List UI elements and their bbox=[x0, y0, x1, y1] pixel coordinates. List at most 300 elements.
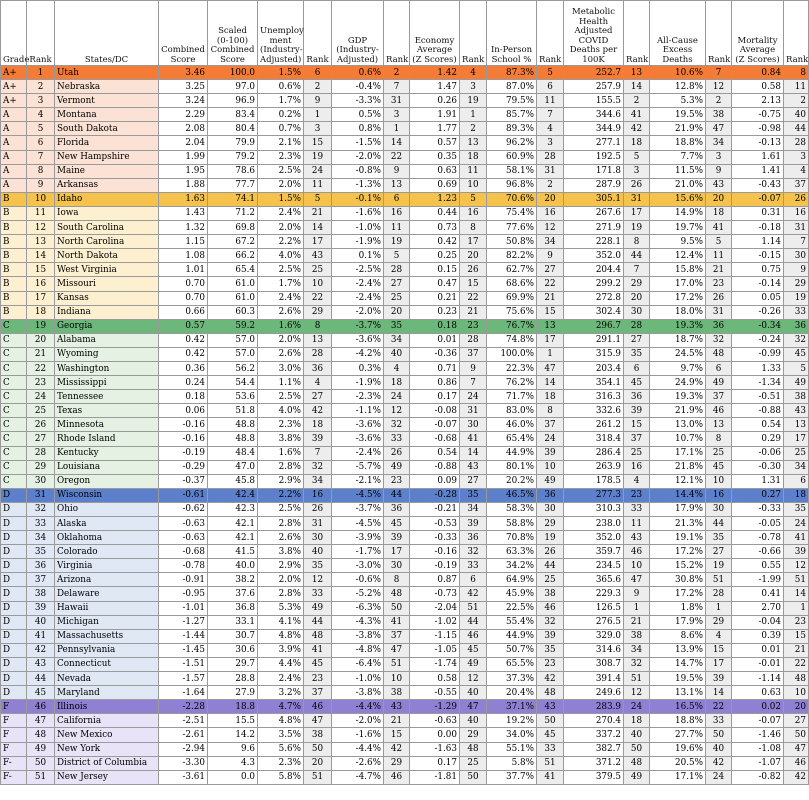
economy-rank-cell: 17 bbox=[460, 235, 487, 249]
excess-rank-cell: 8 bbox=[706, 432, 732, 446]
covid-rank-cell: 34 bbox=[624, 643, 650, 657]
gdp-rank-cell: 49 bbox=[384, 460, 410, 474]
gdp-rank-cell: 6 bbox=[384, 192, 410, 206]
rank-cell: 47 bbox=[27, 714, 55, 728]
school-rank-cell: 15 bbox=[537, 305, 564, 319]
unemployment-cell: 5.8% bbox=[258, 770, 304, 784]
excess-deaths-cell: 9.5% bbox=[650, 235, 706, 249]
mortality-rank-cell: 38 bbox=[784, 390, 809, 404]
column-header-line: Adjusted) bbox=[336, 54, 379, 65]
gdp-cell: -3.6% bbox=[332, 432, 384, 446]
table-row bbox=[1, 418, 809, 432]
rank-cell: 24 bbox=[27, 390, 55, 404]
unemployment-rank-cell: 47 bbox=[304, 714, 332, 728]
table-row bbox=[1, 657, 809, 671]
school-rank-cell: 1 bbox=[537, 347, 564, 361]
combined-score-cell: -0.78 bbox=[159, 559, 208, 573]
mortality-average-cell: -0.51 bbox=[732, 390, 784, 404]
mortality-rank-cell: 5 bbox=[784, 361, 809, 375]
table-row bbox=[1, 559, 809, 573]
excess-rank-cell: 41 bbox=[706, 221, 732, 235]
gdp-cell: 0.8% bbox=[332, 122, 384, 136]
grade-cell: D bbox=[1, 545, 27, 559]
gdp-cell: -6.3% bbox=[332, 601, 384, 615]
combined-score-cell: 0.66 bbox=[159, 305, 208, 319]
combined-score-cell: -1.01 bbox=[159, 601, 208, 615]
combined-score-cell: 0.42 bbox=[159, 347, 208, 361]
excess-rank-cell: 1 bbox=[706, 601, 732, 615]
column-header-line: Rank bbox=[29, 54, 52, 65]
mortality-rank-cell: 28 bbox=[784, 136, 809, 150]
grade-cell: C bbox=[1, 319, 27, 333]
excess-rank-cell: 16 bbox=[706, 488, 732, 502]
state-cell: Indiana bbox=[55, 305, 159, 319]
unemployment-rank-cell: 25 bbox=[304, 263, 332, 277]
in-person-school-cell: 50.8% bbox=[487, 235, 537, 249]
unemployment-cell: 2.3% bbox=[258, 418, 304, 432]
gdp-rank-cell: 48 bbox=[384, 587, 410, 601]
grade-cell: A+ bbox=[1, 66, 27, 80]
state-cell: Idaho bbox=[55, 192, 159, 206]
gdp-rank-cell: 42 bbox=[384, 742, 410, 756]
state-cell: Michigan bbox=[55, 615, 159, 629]
unemployment-rank-cell: 27 bbox=[304, 390, 332, 404]
column-header bbox=[487, 1, 537, 66]
table-row bbox=[1, 347, 809, 361]
mortality-rank-cell: 42 bbox=[784, 770, 809, 784]
state-cell: Alabama bbox=[55, 333, 159, 347]
table-header bbox=[1, 1, 809, 66]
table-body bbox=[1, 66, 809, 785]
mortality-average-cell: -0.33 bbox=[732, 502, 784, 516]
excess-deaths-cell: 15.2% bbox=[650, 559, 706, 573]
mortality-rank-cell: 50 bbox=[784, 728, 809, 742]
excess-deaths-cell: 19.6% bbox=[650, 742, 706, 756]
table-row bbox=[1, 263, 809, 277]
gdp-cell: 0.6% bbox=[332, 66, 384, 80]
mortality-average-cell: -0.24 bbox=[732, 333, 784, 347]
rank-cell: 29 bbox=[27, 460, 55, 474]
unemployment-cell: 2.6% bbox=[258, 531, 304, 545]
grade-cell: C bbox=[1, 432, 27, 446]
column-header bbox=[208, 1, 258, 66]
combined-score-cell: 1.99 bbox=[159, 150, 208, 164]
table-row bbox=[1, 686, 809, 700]
combined-score-cell: -0.95 bbox=[159, 587, 208, 601]
school-rank-cell: 25 bbox=[537, 573, 564, 587]
gdp-cell: -0.4% bbox=[332, 80, 384, 94]
unemployment-cell: 2.4% bbox=[258, 291, 304, 305]
combined-score-cell: 0.70 bbox=[159, 291, 208, 305]
school-rank-cell: 49 bbox=[537, 474, 564, 488]
covid-deaths-cell: 171.8 bbox=[564, 164, 624, 178]
excess-rank-cell: 35 bbox=[706, 531, 732, 545]
state-cell: Texas bbox=[55, 404, 159, 418]
gdp-rank-cell: 29 bbox=[384, 756, 410, 770]
unemployment-cell: 2.9% bbox=[258, 559, 304, 573]
economy-rank-cell: 19 bbox=[460, 94, 487, 108]
mortality-average-cell: -0.18 bbox=[732, 221, 784, 235]
excess-rank-cell: 32 bbox=[706, 333, 732, 347]
mortality-average-cell: -0.99 bbox=[732, 347, 784, 361]
gdp-rank-cell: 13 bbox=[384, 178, 410, 192]
rank-cell: 8 bbox=[27, 164, 55, 178]
mortality-rank-cell: 9 bbox=[784, 263, 809, 277]
gdp-cell: -3.3% bbox=[332, 94, 384, 108]
school-rank-cell: 33 bbox=[537, 742, 564, 756]
column-header bbox=[159, 1, 208, 66]
state-cell: Delaware bbox=[55, 587, 159, 601]
school-rank-cell: 16 bbox=[537, 206, 564, 220]
scaled-score-cell: 42.4 bbox=[208, 488, 258, 502]
mortality-rank-cell: 24 bbox=[784, 517, 809, 531]
mortality-rank-cell: 19 bbox=[784, 291, 809, 305]
covid-deaths-cell: 391.4 bbox=[564, 672, 624, 686]
covid-rank-cell: 41 bbox=[624, 108, 650, 122]
excess-deaths-cell: 21.9% bbox=[650, 404, 706, 418]
gdp-cell: -5.2% bbox=[332, 587, 384, 601]
excess-deaths-cell: 21.3% bbox=[650, 517, 706, 531]
state-cell: Washington bbox=[55, 361, 159, 375]
excess-deaths-cell: 13.9% bbox=[650, 643, 706, 657]
unemployment-cell: 2.0% bbox=[258, 333, 304, 347]
mortality-average-cell: -0.13 bbox=[732, 136, 784, 150]
school-rank-cell: 5 bbox=[537, 66, 564, 80]
economy-average-cell: -0.68 bbox=[410, 432, 460, 446]
economy-average-cell: 0.47 bbox=[410, 277, 460, 291]
column-header bbox=[332, 1, 384, 66]
table-row bbox=[1, 404, 809, 418]
school-rank-cell: 7 bbox=[537, 108, 564, 122]
mortality-rank-cell: 31 bbox=[784, 221, 809, 235]
economy-rank-cell: 26 bbox=[460, 263, 487, 277]
rank-cell: 48 bbox=[27, 728, 55, 742]
unemployment-cell: 4.0% bbox=[258, 404, 304, 418]
unemployment-rank-cell: 39 bbox=[304, 432, 332, 446]
economy-rank-cell: 48 bbox=[460, 742, 487, 756]
mortality-rank-cell: 34 bbox=[784, 460, 809, 474]
economy-rank-cell: 18 bbox=[460, 150, 487, 164]
in-person-school-cell: 83.0% bbox=[487, 404, 537, 418]
scaled-score-cell: 57.0 bbox=[208, 333, 258, 347]
school-rank-cell: 6 bbox=[537, 80, 564, 94]
gdp-rank-cell: 38 bbox=[384, 686, 410, 700]
covid-rank-cell: 23 bbox=[624, 488, 650, 502]
school-rank-cell: 2 bbox=[537, 178, 564, 192]
economy-average-cell: -0.88 bbox=[410, 460, 460, 474]
gdp-rank-cell: 12 bbox=[384, 404, 410, 418]
excess-rank-cell: 13 bbox=[706, 418, 732, 432]
table-row bbox=[1, 742, 809, 756]
rank-cell: 15 bbox=[27, 263, 55, 277]
excess-deaths-cell: 17.1% bbox=[650, 446, 706, 460]
excess-deaths-cell: 19.5% bbox=[650, 108, 706, 122]
combined-score-cell: -2.94 bbox=[159, 742, 208, 756]
in-person-school-cell: 20.4% bbox=[487, 686, 537, 700]
covid-rank-cell: 7 bbox=[624, 263, 650, 277]
covid-deaths-cell: 314.6 bbox=[564, 643, 624, 657]
combined-score-cell: 2.29 bbox=[159, 108, 208, 122]
excess-deaths-cell: 24.5% bbox=[650, 347, 706, 361]
scaled-score-cell: 65.4 bbox=[208, 263, 258, 277]
covid-deaths-cell: 234.5 bbox=[564, 559, 624, 573]
economy-rank-cell: 32 bbox=[460, 545, 487, 559]
covid-rank-cell: 3 bbox=[624, 164, 650, 178]
school-rank-cell: 28 bbox=[537, 150, 564, 164]
grade-cell: B bbox=[1, 305, 27, 319]
economy-average-cell: -1.02 bbox=[410, 615, 460, 629]
mortality-rank-cell: 3 bbox=[784, 150, 809, 164]
state-cell: Utah bbox=[55, 66, 159, 80]
rank-cell: 39 bbox=[27, 601, 55, 615]
unemployment-cell: 3.9% bbox=[258, 643, 304, 657]
economy-rank-cell: 28 bbox=[460, 333, 487, 347]
state-cell: South Carolina bbox=[55, 221, 159, 235]
in-person-school-cell: 70.8% bbox=[487, 531, 537, 545]
column-header-line: Rank bbox=[462, 54, 485, 65]
in-person-school-cell: 82.2% bbox=[487, 249, 537, 263]
unemployment-rank-cell: 33 bbox=[304, 587, 332, 601]
rank-cell: 44 bbox=[27, 672, 55, 686]
table-row bbox=[1, 291, 809, 305]
rank-cell: 51 bbox=[27, 770, 55, 784]
grade-cell: D bbox=[1, 488, 27, 502]
unemployment-rank-cell: 9 bbox=[304, 94, 332, 108]
school-rank-cell: 30 bbox=[537, 502, 564, 516]
mortality-rank-cell: 14 bbox=[784, 587, 809, 601]
unemployment-cell: 2.2% bbox=[258, 235, 304, 249]
mortality-average-cell: 0.29 bbox=[732, 432, 784, 446]
economy-average-cell: 1.23 bbox=[410, 192, 460, 206]
table-row bbox=[1, 192, 809, 206]
table-row bbox=[1, 94, 809, 108]
gdp-rank-cell: 10 bbox=[384, 672, 410, 686]
economy-average-cell: 0.58 bbox=[410, 672, 460, 686]
mortality-rank-cell: 32 bbox=[784, 333, 809, 347]
in-person-school-cell: 20.2% bbox=[487, 474, 537, 488]
column-header-line: Rank bbox=[708, 54, 731, 65]
economy-average-cell: 0.26 bbox=[410, 94, 460, 108]
in-person-school-cell: 58.8% bbox=[487, 517, 537, 531]
rank-cell: 23 bbox=[27, 376, 55, 390]
state-cell: Ohio bbox=[55, 502, 159, 516]
column-header-line: Grade bbox=[3, 54, 30, 65]
economy-average-cell: -1.63 bbox=[410, 742, 460, 756]
scaled-score-cell: 61.0 bbox=[208, 291, 258, 305]
covid-rank-cell: 14 bbox=[624, 80, 650, 94]
gdp-rank-cell: 27 bbox=[384, 277, 410, 291]
economy-rank-cell: 31 bbox=[460, 404, 487, 418]
gdp-cell: -0.1% bbox=[332, 192, 384, 206]
gdp-rank-cell: 44 bbox=[384, 488, 410, 502]
unemployment-cell: 2.6% bbox=[258, 347, 304, 361]
scaled-score-cell: 29.7 bbox=[208, 657, 258, 671]
excess-rank-cell: 51 bbox=[706, 573, 732, 587]
mortality-average-cell: 2.70 bbox=[732, 601, 784, 615]
gdp-cell: -1.7% bbox=[332, 545, 384, 559]
covid-deaths-cell: 379.5 bbox=[564, 770, 624, 784]
covid-deaths-cell: 178.5 bbox=[564, 474, 624, 488]
state-cell: Arizona bbox=[55, 573, 159, 587]
grade-cell: C bbox=[1, 347, 27, 361]
grade-cell: C bbox=[1, 404, 27, 418]
mortality-average-cell: 0.05 bbox=[732, 291, 784, 305]
unemployment-rank-cell: 6 bbox=[304, 66, 332, 80]
excess-rank-cell: 37 bbox=[706, 390, 732, 404]
covid-rank-cell: 29 bbox=[624, 277, 650, 291]
covid-deaths-cell: 305.1 bbox=[564, 192, 624, 206]
combined-score-cell: -0.29 bbox=[159, 460, 208, 474]
gdp-rank-cell: 24 bbox=[384, 390, 410, 404]
in-person-school-cell: 69.9% bbox=[487, 291, 537, 305]
scaled-score-cell: 66.2 bbox=[208, 249, 258, 263]
mortality-rank-cell: 15 bbox=[784, 629, 809, 643]
gdp-rank-cell: 25 bbox=[384, 291, 410, 305]
rank-cell: 9 bbox=[27, 178, 55, 192]
covid-deaths-cell: 249.6 bbox=[564, 686, 624, 700]
gdp-rank-cell: 20 bbox=[384, 305, 410, 319]
combined-score-cell: -0.16 bbox=[159, 418, 208, 432]
rank-cell: 40 bbox=[27, 615, 55, 629]
gdp-cell: -2.4% bbox=[332, 446, 384, 460]
covid-rank-cell: 15 bbox=[624, 418, 650, 432]
table-row bbox=[1, 150, 809, 164]
gdp-cell: -1.3% bbox=[332, 178, 384, 192]
gdp-cell: -2.6% bbox=[332, 756, 384, 770]
grade-cell: B bbox=[1, 277, 27, 291]
unemployment-cell: 3.8% bbox=[258, 432, 304, 446]
mortality-rank-cell: 18 bbox=[784, 488, 809, 502]
unemployment-rank-cell: 13 bbox=[304, 333, 332, 347]
in-person-school-cell: 87.0% bbox=[487, 80, 537, 94]
gdp-cell: -1.6% bbox=[332, 206, 384, 220]
economy-average-cell: 0.42 bbox=[410, 235, 460, 249]
rank-cell: 31 bbox=[27, 488, 55, 502]
mortality-rank-cell: 37 bbox=[784, 178, 809, 192]
unemployment-cell: 2.0% bbox=[258, 221, 304, 235]
rank-cell: 11 bbox=[27, 206, 55, 220]
mortality-average-cell: -0.30 bbox=[732, 460, 784, 474]
rank-cell: 4 bbox=[27, 108, 55, 122]
table-row bbox=[1, 545, 809, 559]
gdp-rank-cell: 15 bbox=[384, 728, 410, 742]
covid-deaths-cell: 371.2 bbox=[564, 756, 624, 770]
scaled-score-cell: 47.0 bbox=[208, 460, 258, 474]
economy-rank-cell: 29 bbox=[460, 728, 487, 742]
unemployment-rank-cell: 34 bbox=[304, 474, 332, 488]
excess-rank-cell: 22 bbox=[706, 700, 732, 714]
excess-rank-cell: 30 bbox=[706, 502, 732, 516]
economy-average-cell: -1.29 bbox=[410, 700, 460, 714]
column-header-line: 100K bbox=[582, 54, 605, 65]
excess-rank-cell: 40 bbox=[706, 742, 732, 756]
mortality-rank-cell: 12 bbox=[784, 559, 809, 573]
grade-cell: D bbox=[1, 517, 27, 531]
column-header-line: Rank bbox=[306, 54, 329, 65]
covid-deaths-cell: 192.5 bbox=[564, 150, 624, 164]
covid-rank-cell: 9 bbox=[624, 587, 650, 601]
excess-deaths-cell: 17.2% bbox=[650, 587, 706, 601]
column-header bbox=[706, 1, 732, 66]
mortality-average-cell: -0.26 bbox=[732, 305, 784, 319]
excess-rank-cell: 29 bbox=[706, 615, 732, 629]
excess-deaths-cell: 17.2% bbox=[650, 545, 706, 559]
excess-rank-cell: 5 bbox=[706, 235, 732, 249]
covid-rank-cell: 35 bbox=[624, 347, 650, 361]
covid-rank-cell: 4 bbox=[624, 474, 650, 488]
rank-cell: 35 bbox=[27, 545, 55, 559]
state-cell: Tennessee bbox=[55, 390, 159, 404]
covid-deaths-cell: 316.3 bbox=[564, 390, 624, 404]
mortality-average-cell: -1.46 bbox=[732, 728, 784, 742]
mortality-average-cell: -1.34 bbox=[732, 376, 784, 390]
gdp-rank-cell: 45 bbox=[384, 517, 410, 531]
covid-deaths-cell: 296.7 bbox=[564, 319, 624, 333]
excess-rank-cell: 49 bbox=[706, 376, 732, 390]
gdp-cell: -5.7% bbox=[332, 460, 384, 474]
economy-average-cell: 0.00 bbox=[410, 728, 460, 742]
in-person-school-cell: 55.4% bbox=[487, 615, 537, 629]
state-cell: New Mexico bbox=[55, 728, 159, 742]
excess-deaths-cell: 14.9% bbox=[650, 206, 706, 220]
scaled-score-cell: 15.5 bbox=[208, 714, 258, 728]
economy-rank-cell: 45 bbox=[460, 643, 487, 657]
in-person-school-cell: 34.0% bbox=[487, 728, 537, 742]
excess-deaths-cell: 21.8% bbox=[650, 460, 706, 474]
column-header-line: Excess bbox=[662, 45, 693, 55]
covid-deaths-cell: 272.8 bbox=[564, 291, 624, 305]
gdp-rank-cell: 51 bbox=[384, 657, 410, 671]
in-person-school-cell: 58.3% bbox=[487, 502, 537, 516]
economy-rank-cell: 27 bbox=[460, 474, 487, 488]
in-person-school-cell: 63.3% bbox=[487, 545, 537, 559]
economy-average-cell: -2.04 bbox=[410, 601, 460, 615]
state-cell: North Carolina bbox=[55, 235, 159, 249]
unemployment-rank-cell: 26 bbox=[304, 502, 332, 516]
combined-score-cell: 1.43 bbox=[159, 206, 208, 220]
grade-cell: B bbox=[1, 221, 27, 235]
in-person-school-cell: 5.8% bbox=[487, 756, 537, 770]
state-cell: District of Columbia bbox=[55, 756, 159, 770]
grade-cell: C bbox=[1, 418, 27, 432]
school-rank-cell: 12 bbox=[537, 221, 564, 235]
covid-rank-cell: 18 bbox=[624, 714, 650, 728]
table-row bbox=[1, 178, 809, 192]
economy-average-cell: 0.23 bbox=[410, 305, 460, 319]
unemployment-rank-cell: 40 bbox=[304, 545, 332, 559]
economy-rank-cell: 42 bbox=[460, 587, 487, 601]
mortality-average-cell: -1.99 bbox=[732, 573, 784, 587]
covid-deaths-cell: 352.0 bbox=[564, 249, 624, 263]
excess-rank-cell: 48 bbox=[706, 347, 732, 361]
excess-deaths-cell: 9.7% bbox=[650, 361, 706, 375]
state-cell: Virginia bbox=[55, 559, 159, 573]
grade-cell: A bbox=[1, 150, 27, 164]
unemployment-cell: 1.6% bbox=[258, 319, 304, 333]
rank-cell: 19 bbox=[27, 319, 55, 333]
combined-score-cell: 1.32 bbox=[159, 221, 208, 235]
rank-cell: 28 bbox=[27, 446, 55, 460]
grade-cell: F bbox=[1, 728, 27, 742]
school-rank-cell: 51 bbox=[537, 756, 564, 770]
mortality-rank-cell: 13 bbox=[784, 418, 809, 432]
mortality-rank-cell: 11 bbox=[784, 80, 809, 94]
gdp-rank-cell: 36 bbox=[384, 502, 410, 516]
state-cell: New York bbox=[55, 742, 159, 756]
excess-deaths-cell: 10.7% bbox=[650, 432, 706, 446]
state-cell: Nebraska bbox=[55, 80, 159, 94]
gdp-rank-cell: 33 bbox=[384, 432, 410, 446]
